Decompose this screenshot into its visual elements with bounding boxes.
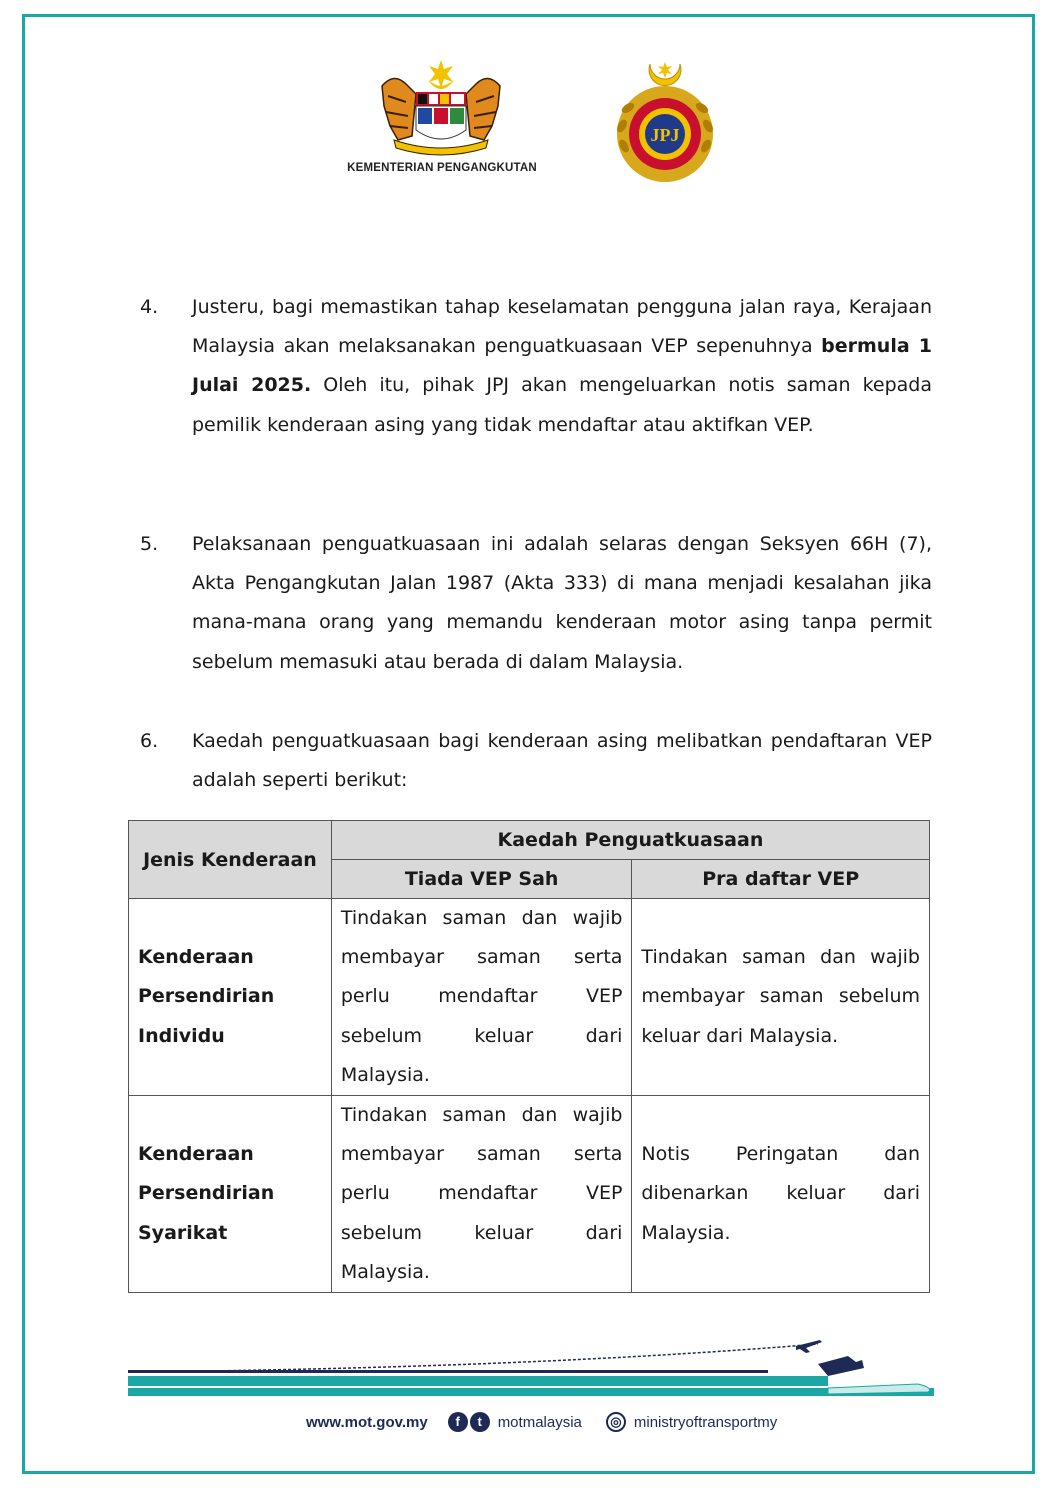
- website-link[interactable]: www.mot.gov.my: [306, 1413, 428, 1431]
- no-vep-action-cell: Tindakan saman dan wajib membayar saman serta perlu mendaftar VEP sebelum keluar dari Malaysia.: [331, 899, 632, 1096]
- table-row: [129, 1096, 930, 1293]
- vehicle-type-cell: [129, 1096, 332, 1293]
- vehicle-type-line: Kenderaan: [138, 946, 254, 969]
- instagram-handle-link[interactable]: ministryoftransportmy: [633, 1413, 778, 1431]
- ministry-name: KEMENTERIAN PENGANGKUTAN: [347, 162, 537, 174]
- vehicle-type-line: Individu: [138, 1024, 225, 1047]
- paragraph-number: 4.: [140, 296, 159, 318]
- svg-text:JPJ: JPJ: [650, 125, 680, 145]
- paragraph-text: Kaedah penguatkuasaan bagi kenderaan asing melibatkan pendaftaran VEP adalah seperti berikut:: [192, 730, 932, 792]
- header-pre-register-vep: Pra daftar VEP: [632, 860, 930, 899]
- facebook-icon[interactable]: f: [448, 1412, 468, 1432]
- malaysia-coat-of-arms-logo: [376, 56, 506, 158]
- header-enforcement-method: Kaedah Penguatkuasaan: [331, 821, 929, 860]
- footer-links: [306, 1408, 777, 1436]
- paragraph-6: [140, 722, 932, 800]
- vehicle-type-line: Persendirian: [138, 985, 275, 1008]
- transport-banner-graphic: [128, 1334, 934, 1404]
- vehicle-type-line: Syarikat: [138, 1221, 228, 1244]
- pre-register-action-cell: Tindakan saman dan wajib membayar saman sebelum keluar dari Malaysia.: [632, 899, 930, 1096]
- effective-date-emphasis: bermula 1 Julai 2025.: [192, 335, 932, 397]
- vehicle-type-line: Kenderaan: [138, 1143, 254, 1166]
- jpj-emblem-logo: [600, 56, 730, 184]
- twitter-icon[interactable]: t: [470, 1412, 490, 1432]
- header-no-valid-vep: Tiada VEP Sah: [331, 860, 632, 899]
- paragraph-4: [140, 288, 932, 445]
- paragraph-text: [192, 288, 932, 445]
- letterhead: [0, 0, 1060, 200]
- paragraph-text-part: Oleh itu, pihak JPJ akan mengeluarkan notis saman kepada pemilik kenderaan asing yang tidak mendaftar atau aktifkan VEP.: [192, 374, 932, 436]
- pre-register-action-cell: Notis Peringatan dan dibenarkan keluar dari Malaysia.: [632, 1096, 930, 1293]
- instagram-icon[interactable]: ◎: [606, 1412, 626, 1432]
- paragraph-number: 6.: [140, 730, 159, 752]
- vehicle-type-line: Persendirian: [138, 1182, 275, 1205]
- paragraph-number: 5.: [140, 533, 159, 555]
- table-row: [129, 899, 930, 1096]
- paragraph-5: [140, 525, 932, 682]
- header-vehicle-type: Jenis Kenderaan: [129, 821, 332, 899]
- no-vep-action-cell: Tindakan saman dan wajib membayar saman serta perlu mendaftar VEP sebelum keluar dari Malaysia.: [331, 1096, 632, 1293]
- enforcement-table: [128, 820, 930, 1293]
- social-handle-link[interactable]: motmalaysia: [497, 1413, 582, 1431]
- paragraph-text: Pelaksanaan penguatkuasaan ini adalah selaras dengan Seksyen 66H (7), Akta Pengangkutan Jalan 1987 (Akta 333) di mana menjadi kesalahan jika mana-mana orang yang memandu kenderaan motor asing tanpa permit sebelum memasuki atau berada di dalam Malaysia.: [192, 533, 932, 673]
- paragraph-text-part: Justeru, bagi memastikan tahap keselamatan pengguna jalan raya, Kerajaan Malaysia akan melaksanakan penguatkuasaan VEP sepenuhnya: [192, 296, 932, 358]
- vehicle-type-cell: [129, 899, 332, 1096]
